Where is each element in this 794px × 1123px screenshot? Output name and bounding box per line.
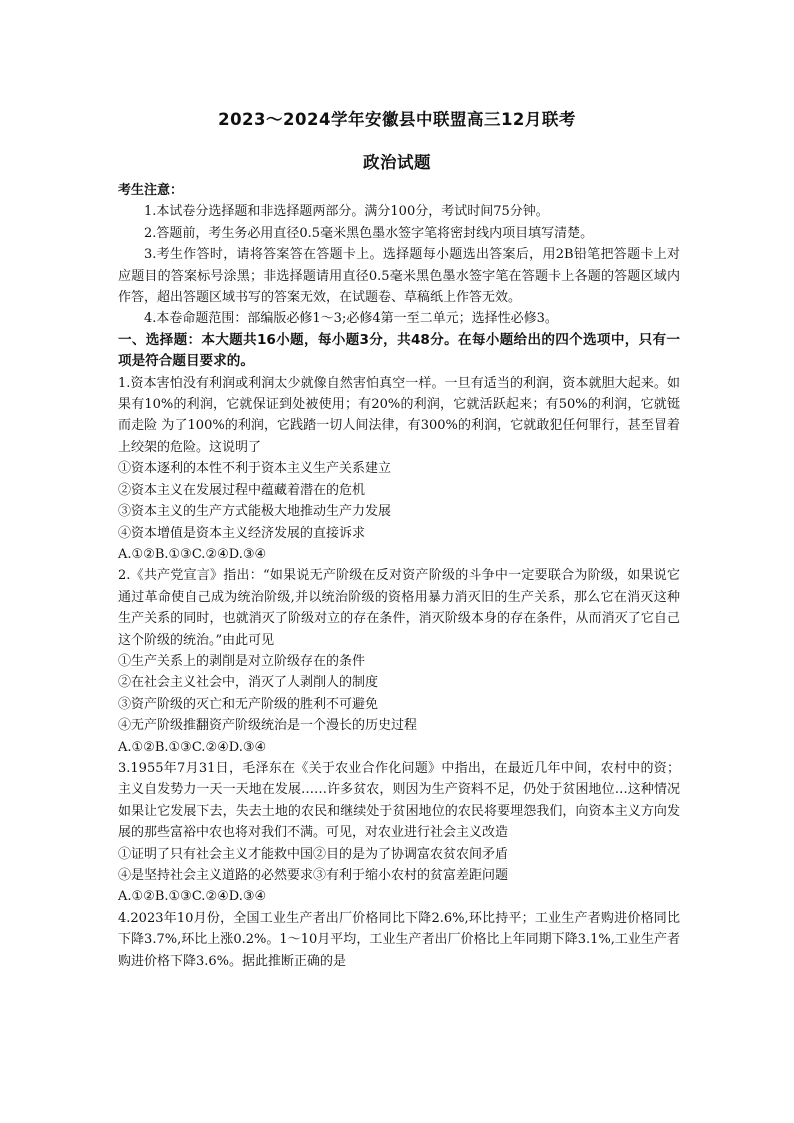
notice-item: 1.本试卷分选择题和非选择题两部分。满分100分，考试时间75分钟。 [144, 204, 549, 220]
answer-choices: A.①②B.①③C.②④D.③④ [118, 739, 267, 755]
question-option: ①生产关系上的剥削是对立阶级存在的条件 [118, 653, 366, 669]
question-stem: 3.1955年7月31日，毛泽东在《关于农业合作化问题》中指出，在最近几年中间，农村中的资；主义自发势力一天一天地在发展……许多贫农，则因为生产资料不足，仍处于贫困地位…这种情况如果让它发展下去，失去土地的农民和继续处于贫困地位的农民将要埋怨我们，向资本主义方向发展的那些富裕中农也将对我们不满。可见，对农业进行社会主义改造 [118, 760, 680, 841]
exam-title: 2023～2024学年安徽县中联盟高三12月联考 [218, 110, 576, 129]
notice-item: 4.本卷命题范围：部编版必修1～3;必修4第一至二单元；选择性必修3。 [144, 311, 558, 327]
question-option: ④无产阶级推翻资产阶级统治是一个漫长的历史过程 [118, 718, 418, 734]
question-stem: 4.2023年10月份，全国工业生产者出厂价格同比下降2.6%,环比持平；工业生产者购进价格同比下降3.7%,环比上涨0.2%。1～10月平均，工业生产者出厂价格比上年同期下降3.1%,工业生产者购进价格下降3.6%。据此推断正确的是 [118, 910, 680, 969]
question-option: ③资本主义的生产方式能极大地推动生产力发展 [118, 504, 392, 520]
notice-item: 2.答题前，考生务必用直径0.5毫米黑色墨水签字笔将密封线内项目填写清楚。 [144, 225, 594, 241]
question-stem: 2.《共产党宣言》指出：“如果说无产阶级在反对资产阶级的斗争中一定要联合为阶级，如果说它通过革命使自己成为统治阶级,并以统治阶级的资格用暴力消灭旧的生产关系，那么它在消灭这种生产关系的同时，也就消灭了阶级对立的存在条件，消灭阶级本身的存在条件，从而消灭了它自己这个阶级的统治。”由此可见 [118, 568, 680, 648]
exam-subject-title: 政治试题 [363, 153, 431, 172]
notice-heading: 考生注意： [118, 183, 184, 198]
answer-choices: A.①②B.①③C.②④D.③④ [118, 889, 267, 905]
question-option: ③资产阶级的灭亡和无产阶级的胜利不可避免 [118, 696, 379, 712]
question-option: ②资本主义在发展过程中蕴藏着潜在的危机 [118, 482, 366, 498]
question-option: ①资本逐利的本性不利于资本主义生产关系建立 [118, 461, 392, 477]
question-option: ④资本增值是资本主义经济发展的直接诉求 [118, 525, 366, 541]
question-option: ①证明了只有社会主义才能救中国②目的是为了协调富农贫农间矛盾 [118, 846, 509, 862]
question-stem: 1.资本害怕没有利润或利润太少就像自然害怕真空一样。一旦有适当的利润，资本就胆大起来。如果有10%的利润，它就保证到处被使用；有20%的利润，它就活跃起来；有50%的利润，它就铤而走险 为了100%的利润，它践踏一切人间法律，有300%的利润，它就敢犯任何罪行，甚至冒着上绞架的危险。这说明了 [118, 375, 680, 455]
question-option: ④是坚持社会主义道路的必然要求③有利于缩小农村的贫富差距问题 [118, 868, 509, 883]
answer-choices: A.①②B.①③C.②④D.③④ [118, 546, 267, 562]
section-heading: 一、选择题：本大题共16小题，每小题3分，共48分。在每小题给出的四个选项中，只有一项是符合题目要求的。 [118, 331, 680, 370]
question-option: ②在社会主义社会中，消灭了人剥削人的制度 [118, 675, 379, 691]
exam-content [118, 180, 680, 972]
notice-item: 3.考生作答时，请将答案答在答题卡上。选择题每小题选出答案后，用2B铅笔把答题卡上对应题目的答案标号涂黑；非选择题请用直径0.5毫米黑色墨水签字笔在答题卡上各题的答题区域内作答，超出答题区域书写的答案无效，在试题卷、草稿纸上作答无效。 [118, 247, 680, 306]
